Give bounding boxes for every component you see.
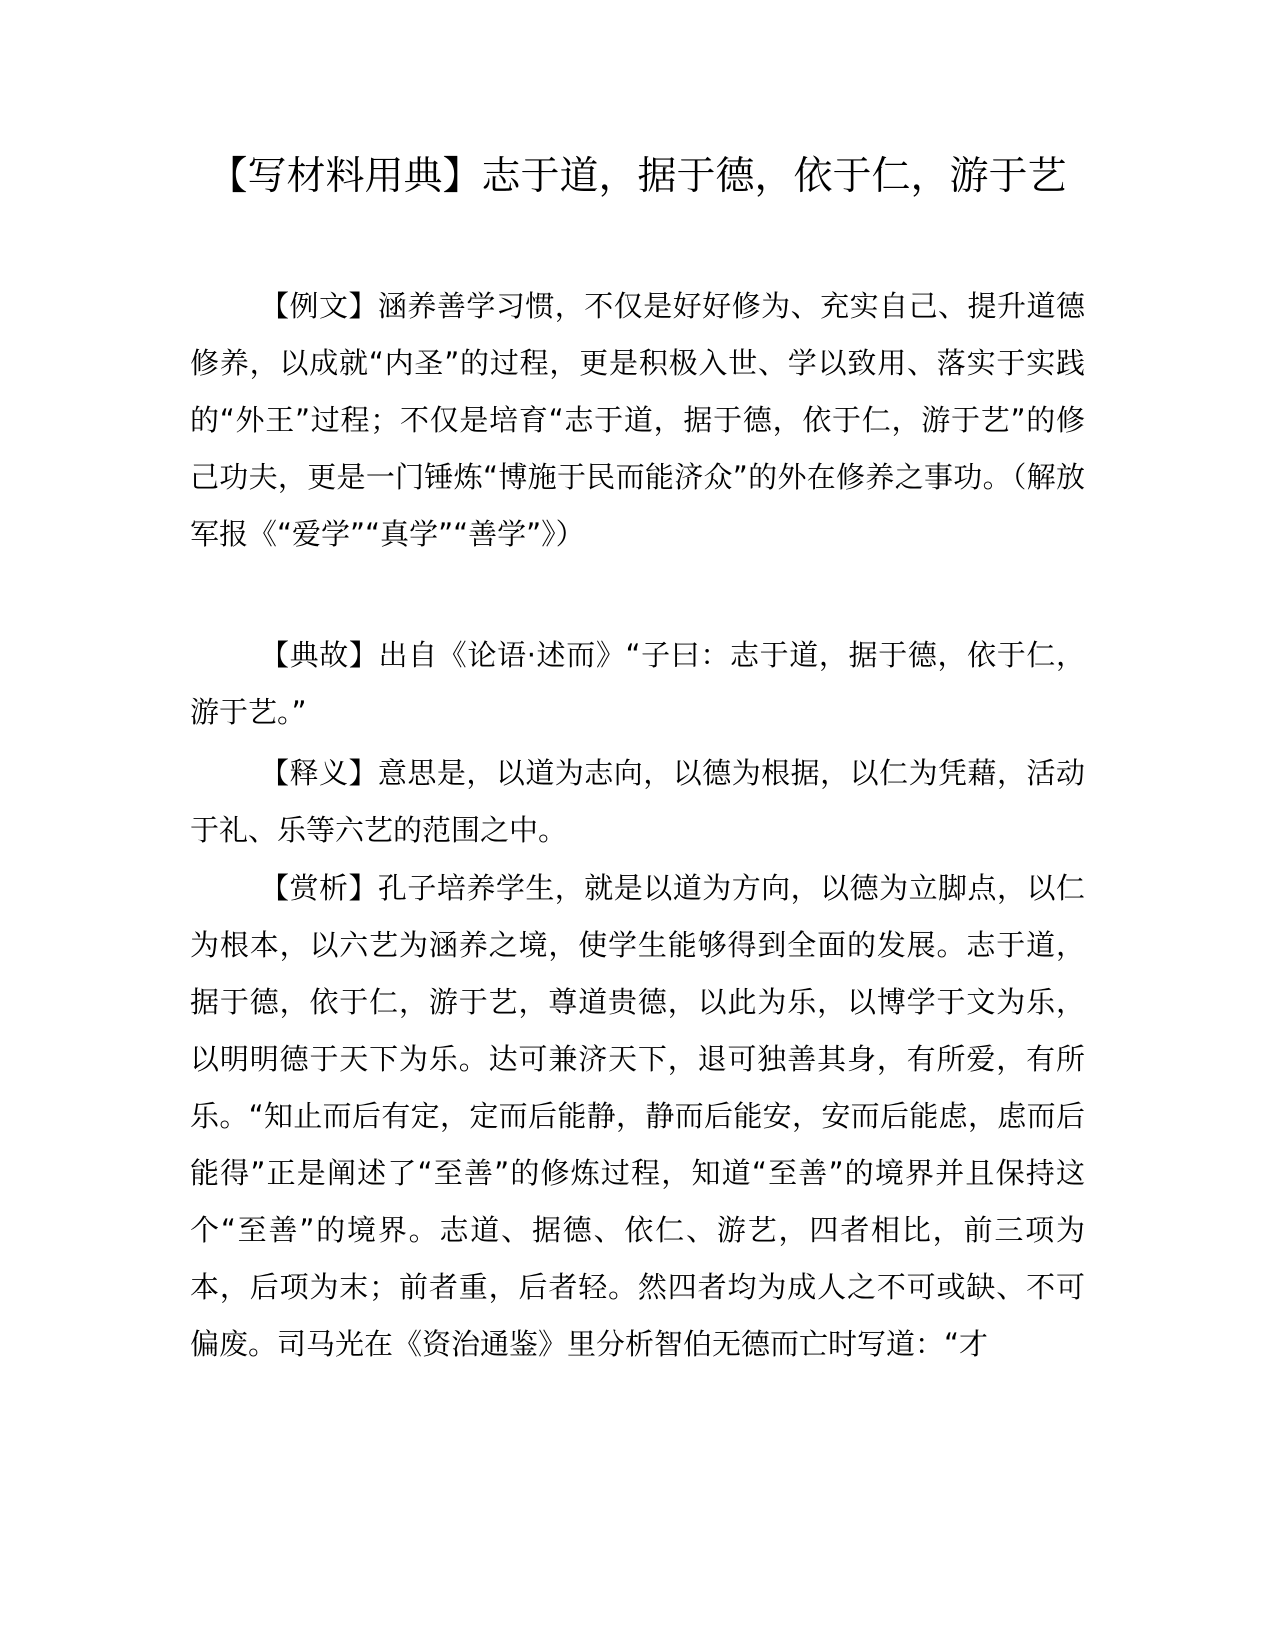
paragraph-appreciation: 【赏析】孔子培养学生，就是以道为方向，以德为立脚点，以仁为根本，以六艺为涵养之境，使学生能够得到全面的发展。志于道，据于德，依于仁，游于艺，尊道贵德，以此为乐，以博学于文为乐，以明明德于天下为乐。达可兼济天下，退可独善其身，有所爱，有所乐。“知止而后有定，定而后能静，静而后能安，安而后能虑，虑而后能得”正是阐述了“至善”的修炼过程，知道“至善”的境界并且保持这个“至善”的境界。志道、据德、依仁、游艺，四者相比，前三项为本，后项为末；前者重，后者轻。然四者均为成人之不可或缺、不可偏废。司马光在《资治通鉴》里分析智伯无德而亡时写道：“才: [190, 871, 1085, 1361]
document-title: 【写材料用典】志于道，据于德，依于仁，游于艺: [208, 154, 1067, 199]
paragraph-allusion-source: 【典故】出自《论语·述而》“子曰：志于道，据于德，依于仁，游于艺。”: [190, 638, 1085, 729]
paragraph-meaning: 【释义】意思是，以道为志向，以德为根据，以仁为凭藉，活动于礼、乐等六艺的范围之中。: [190, 756, 1085, 847]
paragraph-example: 【例文】涵养善学习惯，不仅是好好修为、充实自己、提升道德修养，以成就“内圣”的过程，更是积极入世、学以致用、落实于实践的“外王”过程；不仅是培育“志于道，据于德，依于仁，游于艺”的修己功夫，更是一门锤炼“博施于民而能济众”的外在修养之事功。（解放军报《“爱学”“真学”“善学”》）: [190, 289, 1085, 551]
